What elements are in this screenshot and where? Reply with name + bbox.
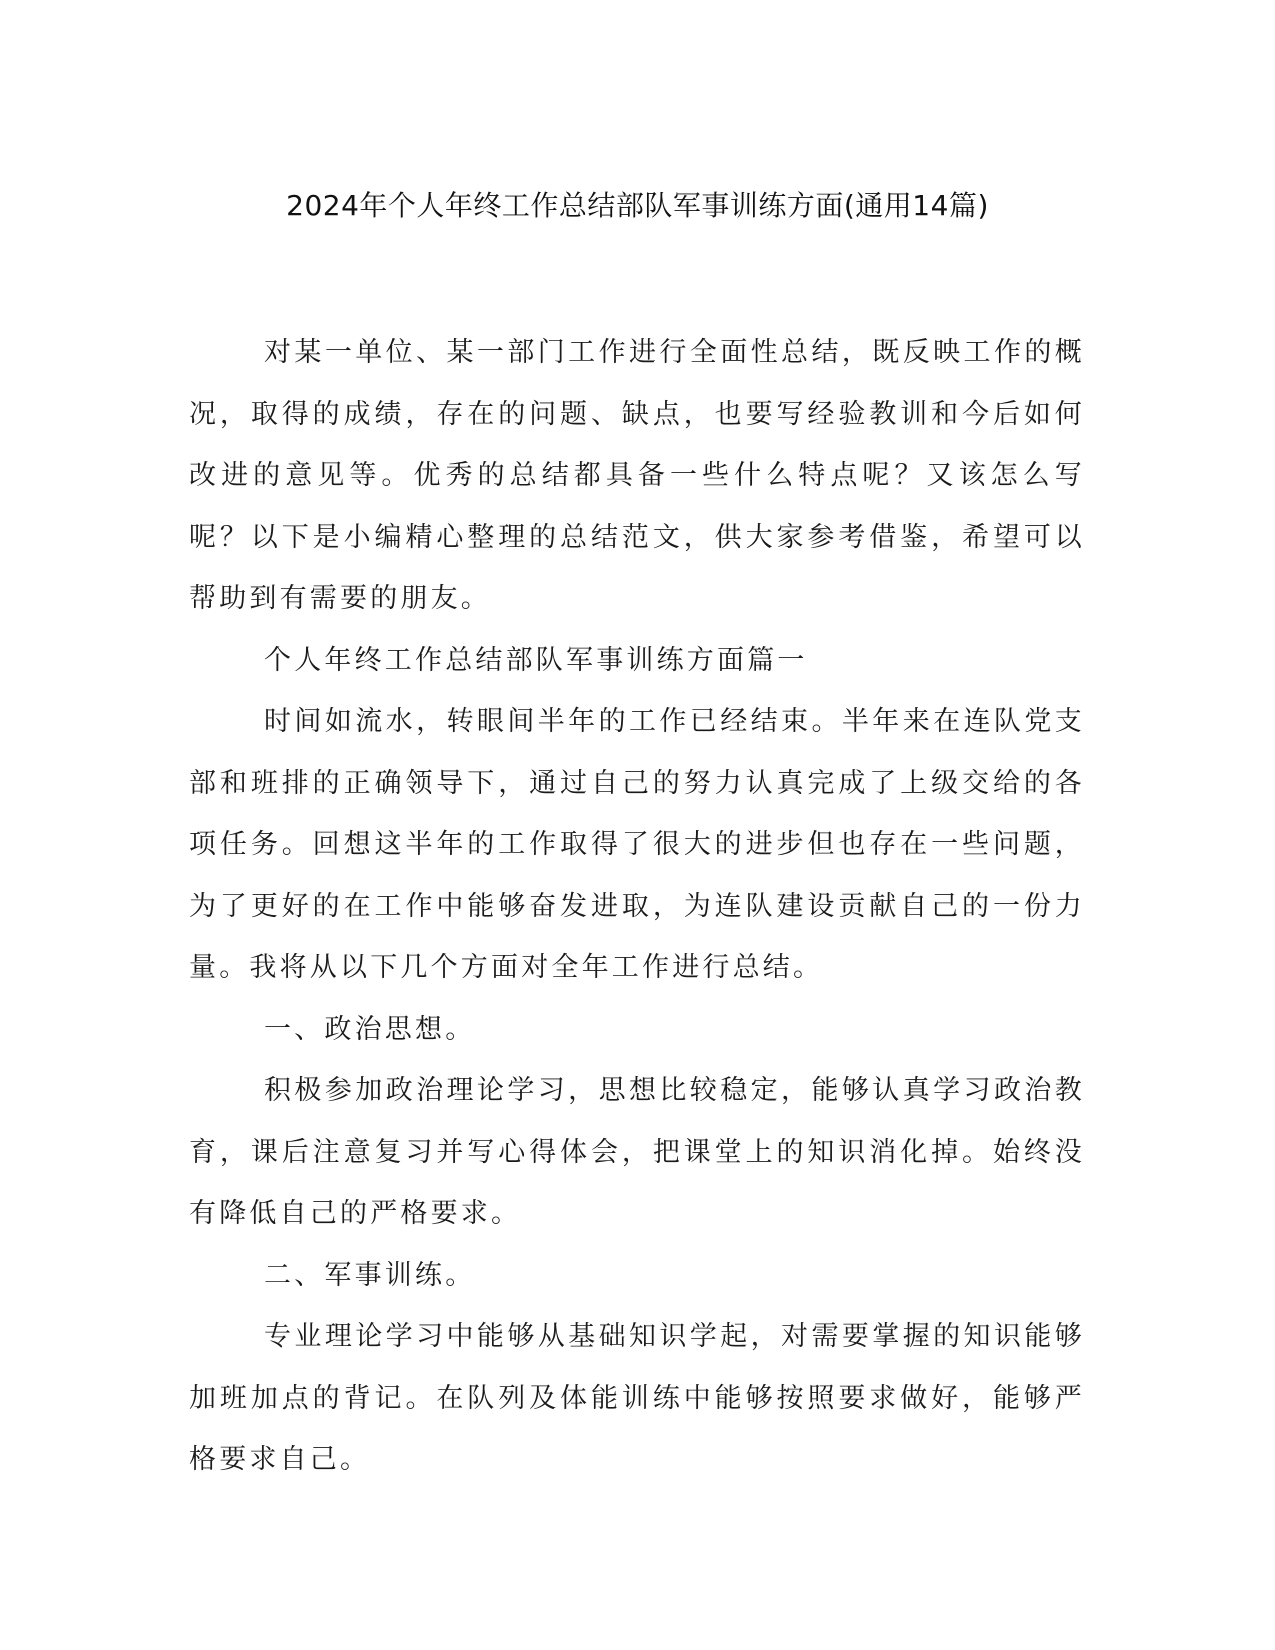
section-heading-part-one: 个人年终工作总结部队军事训练方面篇一	[264, 644, 808, 676]
section-heading-politics: 一、政治思想。	[264, 1013, 476, 1045]
document-body	[189, 322, 1085, 1491]
body-paragraph: 专业理论学习中能够从基础知识学起，对需要掌握的知识能够加班加点的背记。在队列及体能训练中能够按照要求做好，能够严格要求自己。	[189, 1321, 1085, 1475]
body-paragraph: 积极参加政治理论学习，思想比较稳定，能够认真学习政治教育，课后注意复习并写心得体会，把课堂上的知识消化掉。始终没有降低自己的严格要求。	[189, 1075, 1085, 1229]
section-heading-military-training: 二、军事训练。	[264, 1259, 476, 1291]
intro-paragraph: 对某一单位、某一部门工作进行全面性总结，既反映工作的概况，取得的成绩，存在的问题、缺点，也要写经验教训和今后如何改进的意见等。优秀的总结都具备一些什么特点呢？又该怎么写呢？以下是小编精心整理的总结范文，供大家参考借鉴，希望可以帮助到有需要的朋友。	[189, 337, 1085, 614]
body-paragraph: 时间如流水，转眼间半年的工作已经结束。半年来在连队党支部和班排的正确领导下，通过自己的努力认真完成了上级交给的各项任务。回想这半年的工作取得了很大的进步但也存在一些问题，为了更好的在工作中能够奋发进取，为连队建设贡献自己的一份力量。我将从以下几个方面对全年工作进行总结。	[189, 706, 1085, 983]
document-title: 2024年个人年终工作总结部队军事训练方面(通用14篇)	[286, 189, 989, 222]
